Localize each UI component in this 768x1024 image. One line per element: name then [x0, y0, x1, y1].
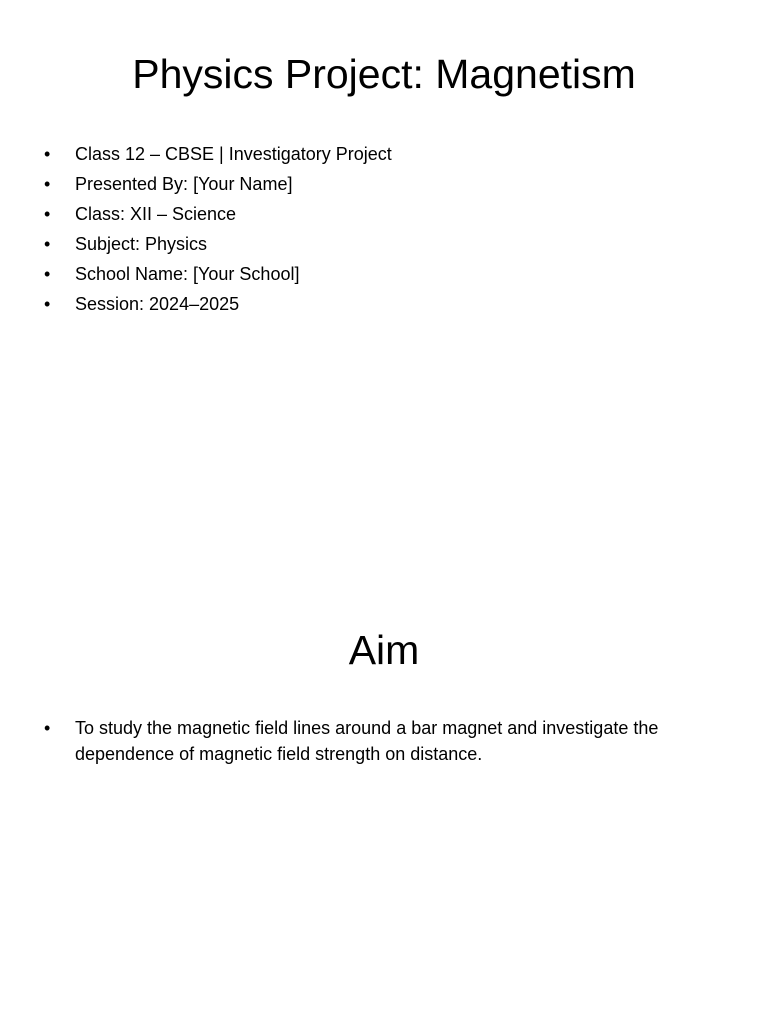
list-item-text: Class: XII – Science — [75, 204, 237, 224]
bullet-icon: • — [44, 234, 51, 254]
slide-title: Aim — [348, 627, 420, 673]
bullet-icon: • — [44, 174, 51, 194]
bullet-icon: • — [44, 718, 51, 738]
bullet-icon: • — [44, 264, 51, 284]
slide-title: Physics Project: Magnetism — [132, 51, 636, 97]
list-item-aim — [44, 715, 724, 767]
list-item-text: School Name: [Your School] — [75, 264, 300, 284]
list-item-subject — [44, 229, 724, 259]
aim-slide — [0, 576, 768, 1024]
list-item-class — [44, 139, 724, 169]
list-item-text: Session: 2024–2025 — [75, 294, 240, 314]
list-item-session — [44, 289, 724, 319]
bullet-list — [44, 139, 724, 319]
list-item-text: To study the magnetic field lines around a bar magnet and investigate the dependence of magnetic field strength on distance. — [75, 718, 659, 764]
list-item-text: Class 12 – CBSE | Investigatory Project — [75, 144, 392, 164]
bullet-icon: • — [44, 204, 51, 224]
list-item-school — [44, 259, 724, 289]
bullet-icon: • — [44, 144, 51, 164]
list-item-class-stream — [44, 199, 724, 229]
list-item-text: Subject: Physics — [75, 234, 208, 254]
list-item-text: Presented By: [Your Name] — [75, 174, 293, 194]
bullet-list — [44, 715, 724, 767]
bullet-icon: • — [44, 294, 51, 314]
list-item-presented-by — [44, 169, 724, 199]
